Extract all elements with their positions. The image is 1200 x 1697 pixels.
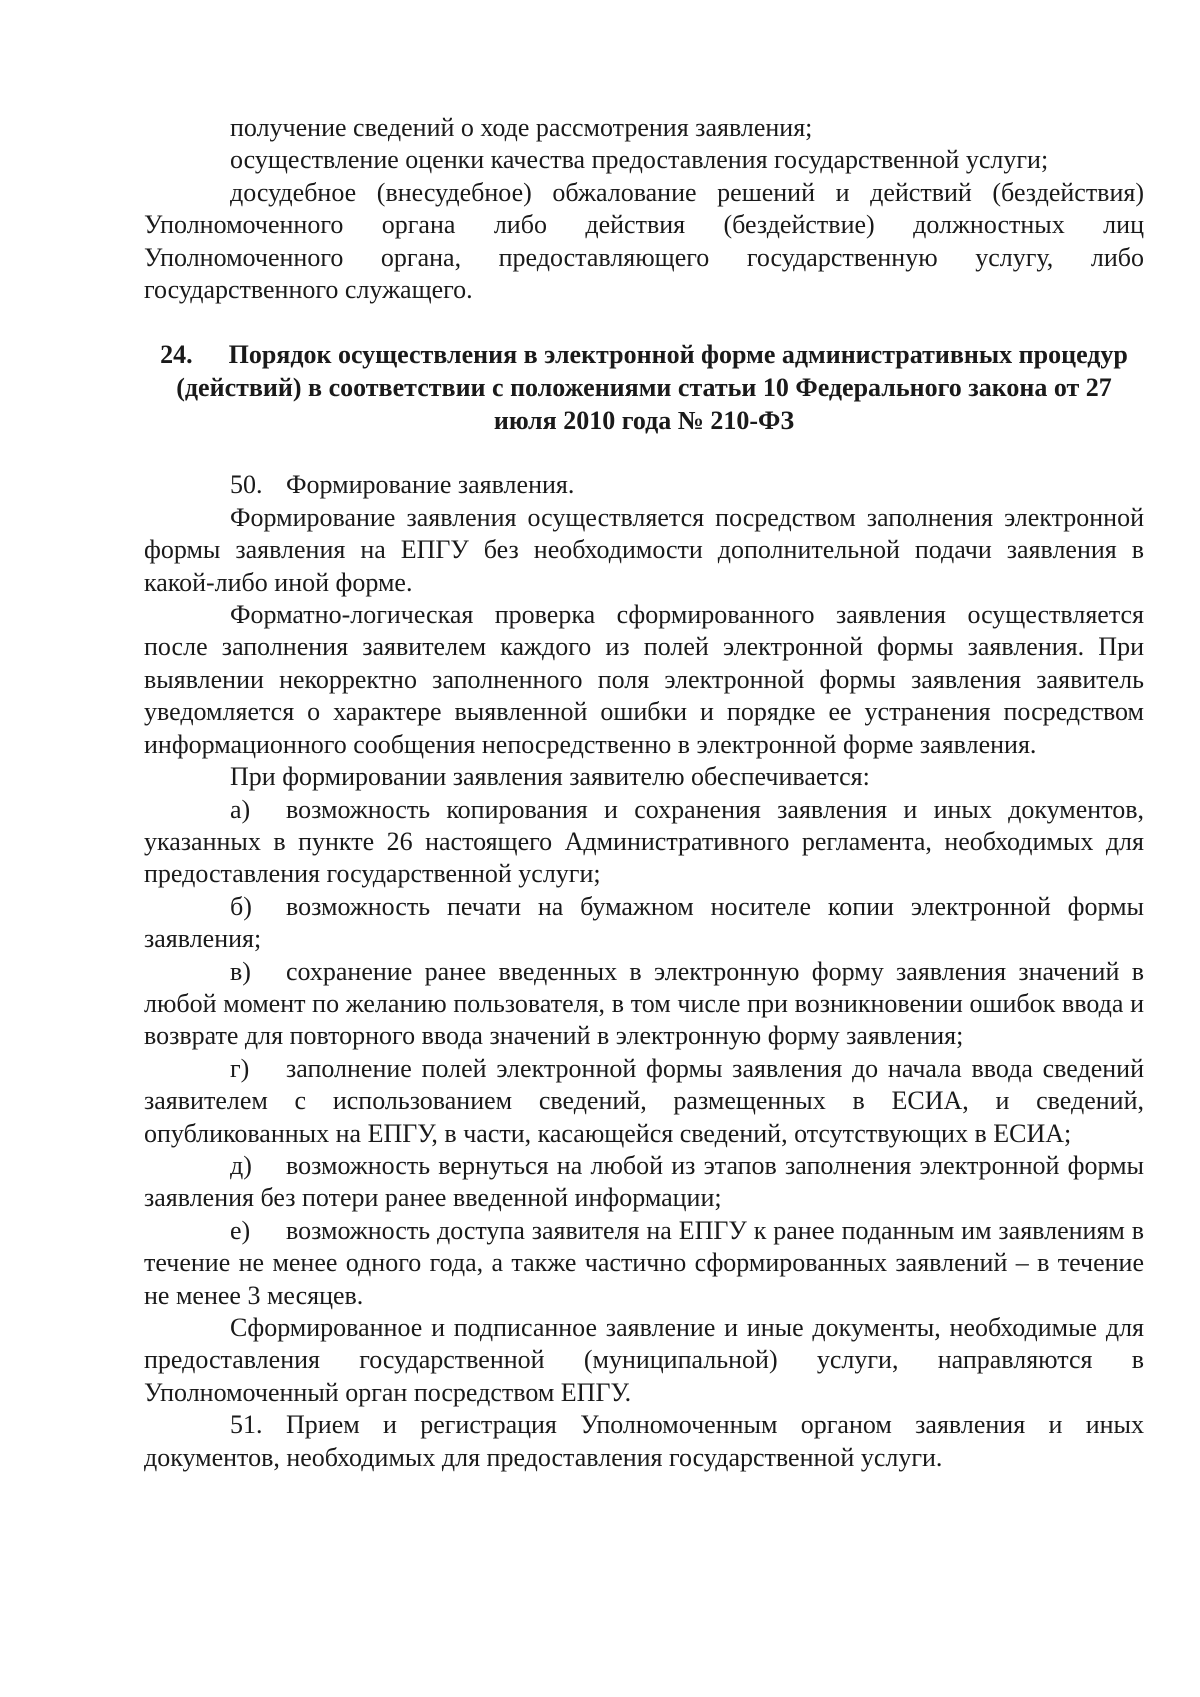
list-marker: г) xyxy=(230,1053,250,1083)
clause-51-number: 51. xyxy=(230,1410,263,1440)
list-item-a xyxy=(144,794,1144,891)
list-marker: а) xyxy=(230,794,251,824)
list-item-v xyxy=(144,956,1144,1053)
clause-51-heading xyxy=(144,1409,1144,1474)
list-marker: б) xyxy=(230,891,252,921)
list-item-text: возможность доступа заявителя на ЕПГУ к ранее поданным им заявлениям в течение не менее одного года, а также частично сформированных заявлений – в течение не менее 3 месяцев. xyxy=(144,1215,1144,1310)
clause-50-paragraph-2: Форматно-логическая проверка сформированного заявления осуществляется после заполнения заявителем каждого из полей электронной формы заявления. При выявлении некорректно заполненного поля электронной формы заявления заявитель уведомляется о характере выявленной ошибки и порядке ее устранения посредством информационного сообщения непосредственно в электронной форме заявления. xyxy=(144,600,1144,759)
section-title: Порядок осуществления в электронной форме административных процедур (действий) в соответствии с положениями статьи 10 Федерального закона от 27 июля 2010 года № 210-ФЗ xyxy=(176,340,1128,436)
clause-50-title: Формирование заявления. xyxy=(286,470,575,500)
document-page xyxy=(144,112,1144,1474)
list-marker: д) xyxy=(230,1150,252,1180)
list-item-text: сохранение ранее введенных в электронную форму заявления значений в любой момент по желанию пользователя, в том числе при возникновении ошибок ввода и возврате для повторного ввода значений в электронную форму заявления; xyxy=(144,956,1144,1051)
clause-50-paragraph-1: Формирование заявления осуществляется посредством заполнения электронной формы заявления на ЕПГУ без необходимости дополнительной подачи заявления в какой-либо иной форме. xyxy=(144,502,1144,597)
intro-line-1: получение сведений о ходе рассмотрения заявления; xyxy=(230,113,813,142)
clause-50-paragraph-4: Сформированное и подписанное заявление и иные документы, необходимые для предоставления государственной (муниципальной) услуги, направляются в Уполномоченный орган посредством ЕПГУ. xyxy=(144,1313,1144,1407)
list-item-text: заполнение полей электронной формы заявления до начала ввода сведений заявителем с использованием сведений, размещенных в ЕСИА, и сведений, опубликованных на ЕПГУ, в части, касающейся сведений, отсутствующих в ЕСИА; xyxy=(144,1053,1144,1148)
clause-50-number: 50. xyxy=(230,470,263,500)
list-item-g xyxy=(144,1053,1144,1150)
list-item-text: возможность печати на бумажном носителе копии электронной формы заявления; xyxy=(144,891,1144,954)
list-item-d xyxy=(144,1150,1144,1215)
clause-50-paragraph-3: При формировании заявления заявителю обеспечивается: xyxy=(230,762,870,792)
list-item-e xyxy=(144,1215,1144,1312)
list-item-b xyxy=(144,891,1144,956)
section-number: 24. xyxy=(160,340,193,370)
list-marker: в) xyxy=(230,956,251,986)
list-item-text: возможность вернуться на любой из этапов заполнения электронной формы заявления без потери ранее введенной информации; xyxy=(144,1150,1144,1213)
list-marker: е) xyxy=(230,1215,251,1245)
clause-51-title: Прием и регистрация Уполномоченным органом заявления и иных документов, необходимых для предоставления государственной услуги. xyxy=(144,1410,1144,1472)
intro-line-3: досудебное (внесудебное) обжалование решений и действий (бездействия) Уполномоченного органа либо действия (бездействие) должностных лиц Уполномоченного органа, предоставляющего государственную услугу, либо государственного служащего. xyxy=(144,177,1144,305)
section-heading xyxy=(144,338,1144,437)
intro-line-2: осуществление оценки качества предоставления государственной услуги; xyxy=(230,145,1049,175)
clause-50-heading xyxy=(144,469,1144,501)
list-item-text: возможность копирования и сохранения заявления и иных документов, указанных в пункте 26 настоящего Административного регламента, необходимых для предоставления государственной услуги; xyxy=(144,794,1144,889)
